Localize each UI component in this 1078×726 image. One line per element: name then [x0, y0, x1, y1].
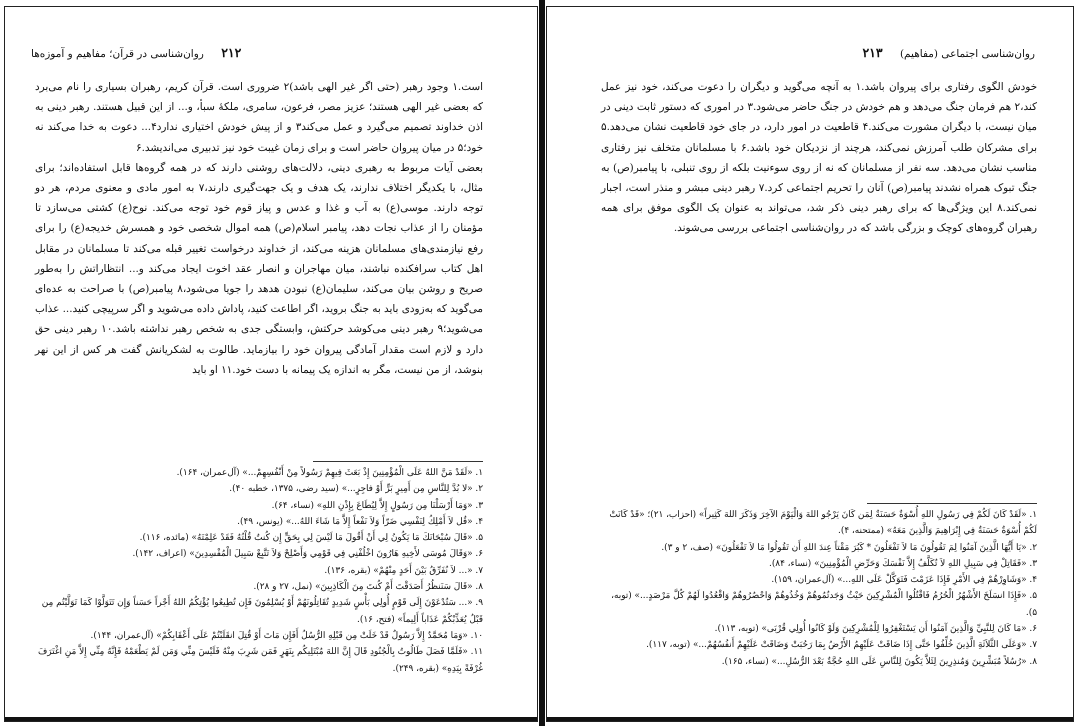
footnote: ۸. «رُسُلاً مُبَشِّرِينَ وَمُنذِرِينَ لِئَلاَّ يَكُونَ لِلنَّاسِ عَلَى اللهِ حُجَّةٌ بَعْدَ الرُّسُلِ...» (نساء، ۱۶۵). [721, 656, 1037, 667]
left-paragraph-2: بعضی آیات مربوط به رهبری دینی، دلالت‌های روشنی دارند که در همه گروه‌ها قابل استفاده‌اند؛ برای مثال، با یکدیگر اختلاف ندارند، یک هدف و یک جهت‌گیری دارند،۷ به امور مادی و معنوی مردم، هر دو توجه دارند. موسی(ع) به آب و غذا و عدس و پیاز قوم خود توجه می‌کند. نوح(ع) کشتی می‌سازد تا مؤمنان را از عذاب نجات دهد، پیامبر اسلام(ص) همه اموال شخصی خود و همسرش خدیجه(ع) را برای رفع نیازمندی‌های مسلمانان هزینه می‌کند، از خداوند درخواست تغییر قبله می‌کند تا مسلمانان در مقابل اهل کتاب سرافکنده نباشند، میان مهاجران و انصار عقد اخوت ایجاد می‌کند و... انتظاراتش را به‌طور صریح و روشن بیان می‌کند، سلیمان(ع) نبودن هدهد را جویا می‌شود،۸ پیامبر(ص) با صراحت به عده‌ای می‌گوید که به‌زودی باید به جنگ بروید، اگر اطاعت کنید، پاداش داده می‌شوید و اگر سرپیچی کنید... عذاب می‌شوید؛۹ رهبر دینی می‌کوشد حرکتش، وابستگی جدی به شخص رهبر نداشته باشد.۱۰ رهبر دینی حق دارد و لازم است مقدار آمادگی پیروان خود را بیازماید. طالوت به لشکریانش گفت هر کس از این نهر بنوشد، از من نیست، مگر به اندازه یک پیمانه با دست خود.۱۱ او باید [34, 161, 483, 376]
footnote: ۳. «وَمَا أَرْسَلْنَا مِن رَسُولٍ إِلاَّ لِيُطَاعَ بِإِذْنِ اللهِ» (نساء، ۶۴). [271, 500, 483, 511]
footnote: ۴. «قُل لاَ أَمْلِكُ لِنَفْسِي ضَرّاً وَلاَ نَفْعاً إِلاَّ مَا شَاءَ اللهُ...» (یونس، ۴۹). [237, 516, 483, 527]
footnote: ۱۰. «وَمَا مُحَمَّدٌ إِلاَّ رَسُولٌ قَدْ خَلَتْ مِن قَبْلِهِ الرُّسُلُ أَفَإِن مَاتَ أَوْ قُتِلَ انقَلَبْتُمْ عَلَى أَعْقَابِكُمْ» (آل‌عمران، ۱۴۴). [90, 630, 483, 641]
right-page-running-title: روان‌شناسی اجتماعی (مفاهیم) [899, 48, 1035, 60]
right-footnotes [601, 507, 1037, 670]
left-footnotes [35, 465, 483, 677]
right-page [546, 6, 1074, 722]
footnote: ۲. «لا بُدَّ لِلنَّاسِ مِن أَمِيرٍ بَرٍّ أَوْ فاجِرٍ...» (سید رضی، ۱۳۷۵، خطبه ۴۰). [229, 484, 483, 495]
right-page-number: ۲۱۳ [862, 45, 883, 60]
left-page-body [35, 77, 483, 380]
footnote: ۵. «فَإِذَا انسَلَخَ الأَشْهُرُ الْحُرُمُ فَاقْتُلُوا الْمُشْرِكِينَ حَيْثُ وَجَدتُمُوهُمْ وَخُذُوهُمْ وَاحْصُرُوهُمْ وَاقْعُدُوا لَهُمْ كُلَّ مَرْصَدٍ...» (توبه، ۵). [611, 591, 1037, 618]
footnote: ۱. «لَقَدْ مَنَّ اللهُ عَلَى الْمُؤْمِنِينَ إِذْ بَعَثَ فِيهِمْ رَسُولاً مِنْ أَنْفُسِهِمْ...» (آل‌عمران، ۱۶۴). [176, 468, 483, 478]
footnote: ۵. «قَالَ سُبْحَانَكَ مَا يَكُونُ لِي أَنْ أَقُولَ مَا لَيْسَ لِي بِحَقٍّ إِن كُنتُ قُلْتُهُ فَقَدْ عَلِمْتَهُ» (مائده، ۱۱۶). [139, 533, 483, 544]
right-page-header [603, 45, 1035, 60]
right-page-bottom-edge [547, 717, 1073, 721]
footnote: ۹. «... سَتُدْعَوْنَ إِلَى قَوْمٍ أُولِي بَأْسٍ شَدِيدٍ تُقَاتِلُونَهُمْ أَوْ يُسْلِمُونَ فَإِن تُطِيعُوا يُؤْتِكُمُ اللهُ أَجْراً حَسَناً وَإِن تَتَوَلَّوْا كَمَا تَوَلَّيْتُم مِن قَبْلُ يُعَذِّبْكُمْ عَذَاباً أَلِيماً» (فتح، ۱۶). [41, 598, 483, 625]
right-paragraph-1: خودش الگوی رفتاری برای پیروان باشد.۱ به آنچه می‌گوید و دیگران را دعوت می‌کند، خود نیز عمل کند،۲ هم فرمان جنگ می‌دهد و هم خودش در جنگ حاضر می‌شود.۳ در اموری که دستور ثابت دینی در میان نیست، با دیگران مشورت می‌کند.۴ قاطعیت در امور دارد، در جای خود قاطعیت نشان می‌دهد.۵ برای مشرکان طلب آمرزش نمی‌کند، هرچند از نزدیکان خود باشد.۶ با مسلمانان متخلف نیز رفتاری مناسب نشان می‌دهد. سه نفر از مسلمانان که نه از روی سوء‌نیت بلکه از روی تنبلی، با پیامبر(ص) به جنگ تبوک همراه نشدند پیامبر(ص) آنان را تحریم اجتماعی کرد.۷ رهبر دینی مبشر و منذر است، اجبار نمی‌کند.۸ این ویژگی‌ها که برای رهبر دینی ذکر شد، می‌تواند به عنوان یک الگوی موفق برای همه رهبران گروه‌های کوچک و بزرگی باشد که در روان‌شناسی اجتماعی بررسی می‌شوند. [601, 81, 1038, 235]
footnote: ۱. «لَقَدْ كَانَ لَكُمْ فِي رَسُولِ اللهِ أُسْوَةٌ حَسَنَةٌ لِمَن كَانَ يَرْجُو اللهَ وَالْيَوْمَ الآخِرَ وَذَكَرَ اللهَ كَثِيراً» (احزاب، ۲۱)؛ «قَدْ كَانَتْ لَكُمْ أُسْوَةٌ حَسَنَةٌ فِي إِبْرَاهِيمَ وَالَّذِينَ مَعَهُ» (ممتحنه، ۴). [609, 510, 1037, 537]
right-page-body [601, 77, 1037, 239]
left-page [4, 6, 538, 722]
right-footnote-rule [867, 503, 1037, 504]
left-page-header [31, 45, 491, 60]
footnote: ۳. «فَقَاتِلْ فِي سَبِيلِ اللهِ لاَ تُكَلَّفُ إِلاَّ نَفْسَكَ وَحَرِّضِ الْمُؤْمِنِينَ» (نساء، ۸۴). [769, 558, 1037, 569]
footnote: ۶. «وَقَالَ مُوسَى لأَخِيهِ هَارُونَ اخْلُفْنِي فِي قَوْمِي وَأَصْلِحْ وَلاَ تَتَّبِعْ سَبِيلَ الْمُفْسِدِينَ» (اعراف، ۱۴۲). [132, 549, 483, 560]
footnote: ۷. «... لاَ نُفَرِّقُ بَيْنَ أَحَدٍ مِنْهُمْ» (بقره، ۱۳۶). [324, 565, 483, 576]
left-page-running-title: روان‌شناسی در قرآن؛ مفاهیم و آموزه‌ها [31, 48, 204, 60]
left-footnote-rule [313, 461, 483, 462]
footnote: ۴. «وَشَاوِرْهُمْ فِي الأَمْرِ فَإِذَا عَزَمْتَ فَتَوَكَّلْ عَلَى اللهِ...» (آل‌عمران، ۱۵۹). [771, 575, 1037, 586]
footnote: ۸. «قَالَ سَنَنظُرُ أَصَدَقْتَ أَمْ كُنتَ مِنَ الْكَاذِبِينَ» (نمل، ۲۷ و ۲۸). [253, 582, 483, 593]
footnote: ۲. «يَا أَيُّهَا الَّذِينَ آمَنُوا لِمَ تَقُولُونَ مَا لاَ تَفْعَلُونَ * كَبُرَ مَقْتاً عِندَ اللهِ أَن تَقُولُوا مَا لاَ تَفْعَلُونَ» (صف، ۲ و ۳). [661, 542, 1037, 553]
book-gutter [539, 0, 545, 726]
left-page-number: ۲۱۲ [221, 45, 242, 60]
left-paragraph-1: است.۱ وجود رهبر (حتی اگر غیر الهی باشد)۲ ضروری است. قرآن کریم، رهبران بسیاری را نام می‌برد که بعضی غیر الهی هستند؛ عزیز مصر، فرعون، سامری، ملکهٔ سبأ، و... از این قبیل هستند. رهبر دینی به اذن خداوند تصمیم می‌گیرد و عمل می‌کند۳ و از پیش خودش اختیاری ندارد۴... دعوت به خدا می‌کند نه خود؛۵ در میان پیروان حاضر است و برای زمان غیبت خود نیز تدبیری می‌اندیشد.۶ [35, 81, 484, 154]
footnote: ۱۱. «فَلَمَّا فَصَلَ طَالُوتُ بِالْجُنُودِ قَالَ إِنَّ اللهَ مُبْتَلِيكُم بِنَهَرٍ فَمَن شَرِبَ مِنْهُ فَلَيْسَ مِنِّي وَمَن لَمْ يَطْعَمْهُ فَإِنَّهُ مِنِّي إِلاَّ مَنِ اغْتَرَفَ غُرْفَةً بِيَدِهِ» (بقره، ۲۴۹). [38, 647, 483, 674]
left-page-bottom-edge [5, 717, 537, 721]
footnote: ۶. «مَا كَانَ لِلنَّبِيِّ وَالَّذِينَ آمَنُوا أَن يَسْتَغْفِرُوا لِلْمُشْرِكِينَ وَلَوْ كَانُوا أُولِي قُرْبَى» (توبه، ۱۱۳). [714, 624, 1037, 635]
footnote: ۷. «وَعَلَى الثَّلاَثَةِ الَّذِينَ خُلِّفُوا حَتَّى إِذَا ضَاقَتْ عَلَيْهِمُ الأَرْضُ بِمَا رَحُبَتْ وَضَاقَتْ عَلَيْهِمْ أَنفُسُهُمْ...» (توبه، ۱۱۷). [646, 640, 1037, 651]
